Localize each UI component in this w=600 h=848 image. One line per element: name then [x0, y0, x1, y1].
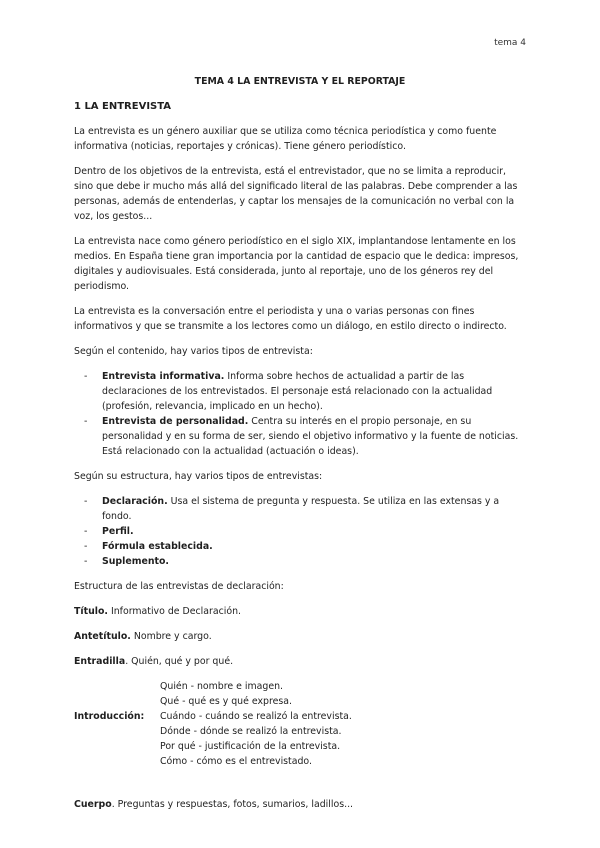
list-item: Cómo - cómo es el entrevistado.	[160, 756, 312, 767]
list-item: - Suplemento.	[84, 556, 169, 567]
titulo-line: Título. Informativo de Declaración.	[74, 606, 242, 617]
declaracion-intro: Estructura de las entrevistas de declaración:	[74, 581, 284, 592]
page-header-label: tema 4	[494, 38, 526, 48]
paragraph-3: La entrevista nace como género periodístico en el siglo XIX, implantandose lentamente en los medios. En España tiene gran importancia por la cantidad de espacio que le dedica: impresos, digitales y audiovisuales. Está considerada, junto al reportaje, uno de los géneros rey del periodismo.	[74, 236, 519, 292]
list-item: Qué - qué es y qué expresa.	[160, 696, 293, 707]
list-item: - Fórmula establecida.	[84, 541, 213, 552]
introduccion-list	[160, 679, 352, 769]
estructura-list	[74, 494, 526, 569]
document-title: TEMA 4 LA ENTREVISTA Y EL REPORTAJE	[194, 76, 406, 87]
list-item: Quién - nombre e imagen.	[160, 681, 284, 692]
list-item: Cuándo - cuándo se realizó la entrevista.	[160, 711, 352, 722]
contenido-list	[74, 369, 526, 459]
list-item: - Entrevista de personalidad. Centra su interés en el propio personaje, en su personalidad y en su forma de ser, siendo el objetivo informativo y la fuente de noticias. Está relacionado con la actualidad (actuación o ideas).	[84, 416, 519, 457]
cuerpo-line: Cuerpo. Preguntas y respuestas, fotos, sumarios, ladillos...	[74, 799, 354, 810]
list-item: - Declaración. Usa el sistema de pregunta y respuesta. Se utiliza en las extensas y a fondo.	[84, 496, 500, 522]
paragraph-1: La entrevista es un género auxiliar que se utiliza como técnica periodística y como fuente informativa (noticias, reportajes y crónicas). Tiene género periodístico.	[74, 126, 497, 152]
estructura-intro: Según su estructura, hay varios tipos de entrevistas:	[74, 471, 323, 482]
list-item: Dónde - dónde se realizó la entrevista.	[160, 726, 342, 737]
antetitulo-line: Antetítulo. Nombre y cargo.	[74, 631, 212, 642]
list-item: - Perfil.	[84, 526, 134, 537]
introduccion-label: Introducción:	[74, 711, 145, 722]
contenido-intro: Según el contenido, hay varios tipos de entrevista:	[74, 346, 313, 357]
entradilla-line: Entradilla. Quién, qué y por qué.	[74, 656, 234, 667]
document-body	[74, 74, 526, 822]
list-item: - Entrevista informativa. Informa sobre hechos de actualidad a partir de las declaraciones de los entrevistados. El personaje está relacionado con la actualidad (profesión, relevancia, implicado en un hecho).	[84, 371, 493, 412]
paragraph-4: La entrevista es la conversación entre el periodista y una o varias personas con fines informativos y que se transmite a los lectores como un diálogo, en estilo directo o indirecto.	[74, 306, 507, 332]
introduccion-block	[74, 679, 526, 787]
section-heading: 1 LA ENTREVISTA	[74, 101, 172, 112]
paragraph-2: Dentro de los objetivos de la entrevista, está el entrevistador, que no se limita a reproducir, sino que debe ir mucho más allá del significado literal de las palabras. Debe comprender a las personas, además de entenderlas, y captar los mensajes de la comunicación no verbal con la voz, los gestos...	[74, 166, 518, 222]
list-item: Por qué - justificación de la entrevista.	[160, 741, 341, 752]
